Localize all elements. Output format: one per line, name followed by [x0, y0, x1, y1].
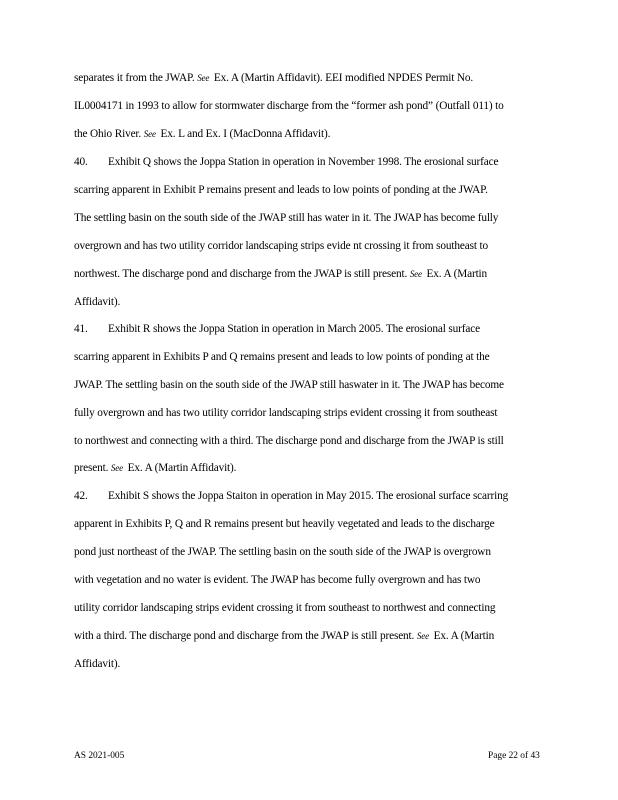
paragraph-number: 40. — [74, 156, 88, 168]
text-line: to northwest and connecting with a third. The discharge pond and discharge from the JWAP is still — [74, 435, 504, 447]
paragraph-number: 41. — [74, 323, 88, 335]
paragraph-number: 42. — [74, 490, 88, 502]
paragraph-42-start: 42. Exhibit S shows the Joppa Staiton in operation in May 2015. The erosional surface scarring — [74, 490, 509, 502]
text-line: fully overgrown and has two utility corridor landscaping strips evident crossing it from southeast — [74, 407, 498, 419]
footer-case-number: AS 2021-005 — [74, 751, 125, 761]
see-signal: See — [409, 269, 422, 279]
text-line: overgrown and has two utility corridor landscaping strips evide nt crossing it from southeast to — [74, 240, 488, 252]
paragraph-41-start: 41. Exhibit R shows the Joppa Station in operation in March 2005. The erosional surface — [74, 323, 480, 335]
see-signal: See — [197, 73, 210, 83]
text-line: apparent in Exhibits P, Q and R remains present but heavily vegetated and leads to the discharge — [74, 518, 495, 530]
text-line: with a third. The discharge pond and discharge from the JWAP is still present. See Ex. A (Martin — [74, 630, 495, 642]
paragraph-40-start: 40. Exhibit Q shows the Joppa Station in operation in November 1998. The erosional surface — [74, 156, 499, 168]
text-line: JWAP. The settling basin on the south side of the JWAP still haswater in it. The JWAP has become — [74, 379, 504, 391]
text-line: Affidavit). — [74, 658, 121, 670]
see-signal: See — [110, 463, 123, 473]
text-line: with vegetation and no water is evident. The JWAP has become fully overgrown and has two — [74, 574, 481, 586]
text-line: present. See Ex. A (Martin Affidavit). — [74, 462, 237, 474]
see-signal: See — [143, 129, 156, 139]
text-line: The settling basin on the south side of the JWAP still has water in it. The JWAP has become fully — [74, 212, 499, 224]
footer-page-number: Page 22 of 43 — [488, 751, 540, 761]
text-line: pond just northeast of the JWAP. The settling basin on the south side of the JWAP is overgrown — [74, 546, 491, 558]
see-signal: See — [416, 631, 429, 641]
text-line: utility corridor landscaping strips evident crossing it from southeast to northwest and connecting — [74, 602, 496, 614]
text-line: separates it from the JWAP. See Ex. A (Martin Affidavit). EEI modified NPDES Permit No. — [74, 72, 474, 84]
text-line: the Ohio River. See Ex. L and Ex. I (MacDonna Affidavit). — [74, 128, 331, 140]
text-line: scarring apparent in Exhibit P remains present and leads to low points of ponding at the JWAP. — [74, 184, 488, 196]
text-line: northwest. The discharge pond and discharge from the JWAP is still present. See Ex. A (Martin — [74, 268, 488, 280]
text-line: scarring apparent in Exhibits P and Q remains present and leads to low points of ponding at the — [74, 351, 490, 363]
text-line: IL0004171 in 1993 to allow for stormwater discharge from the “former ash pond” (Outfall 011) to — [74, 100, 504, 112]
text-line: Affidavit). — [74, 296, 121, 308]
